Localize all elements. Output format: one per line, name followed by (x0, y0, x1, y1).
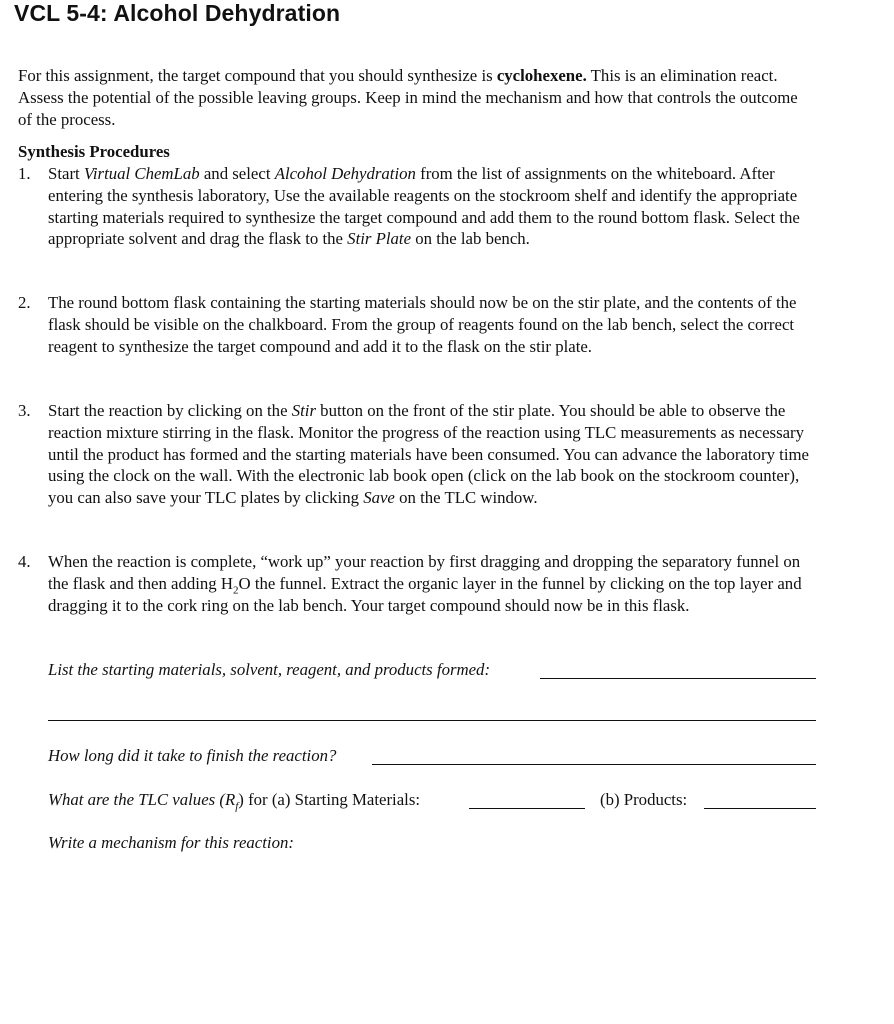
intro-paragraph (18, 65, 808, 131)
intro-text-start: For this assignment, the target compound that you should synthesize is (18, 66, 497, 85)
step-text (48, 163, 818, 250)
time-question (48, 745, 336, 767)
tlc-products-answer-line[interactable] (704, 808, 816, 809)
step-text (48, 400, 818, 509)
stir-button-term: Stir (291, 401, 316, 420)
subscript: 2 (233, 584, 239, 597)
step-text-part: When the reaction is complete, “work up” your reaction by first dragging and dropping the separatory funnel on the flask and then adding H (48, 552, 801, 593)
assignment-name: Alcohol Dehydration (274, 164, 416, 183)
mechanism-question (48, 832, 294, 854)
step-text: The round bottom flask containing the starting materials should now be on the stir plate, and the contents of the flask should be visible on the chalkboard. From the group of reagents found on the lab bench, select the correct reagent to synthesize the target compound and add it to the flask on the stir plate. (48, 293, 797, 356)
save-term: Save (363, 488, 395, 508)
step-number: 1. (18, 164, 31, 183)
step-number: 2. (18, 293, 31, 312)
step-text-part: from the list of assignments on the whiteboard. After entering the synthesis laboratory, Use the available reagents on the stockroom shelf and identify the appropriate starting materials required to synthesize the target compound and add them to the round bottom flask. Select the appropriate solvent and drag the flask to the (48, 164, 800, 249)
materials-question-text: List the starting materials, solvent, reagent, and products formed: (48, 660, 491, 679)
step-text-part: Start the reaction by clicking on the (48, 401, 292, 420)
step-text-part: on the lab bench. (411, 229, 530, 249)
materials-answer-line[interactable] (540, 678, 816, 679)
materials-question (48, 659, 490, 681)
page-title: VCL 5-4: Alcohol Dehydration (14, 0, 341, 26)
time-question-text: How long did it take to finish the reaction? (48, 746, 337, 765)
mechanism-question-text: Write a mechanism for this reaction: (48, 833, 294, 852)
rf-subscript: f (235, 800, 239, 813)
step-text-part: on the TLC window. (394, 488, 538, 508)
step-text (48, 551, 818, 616)
step-text-part: button on the front of the stir plate. You should be able to observe the reaction mixture stirring in the flask. Monitor the progress of the reaction using TLC measurements as necessary until the product has formed and the starting materials have been consumed. You can advance the laboratory time using the clock on the wall. With the electronic lab book open (click on the lab book on the stockroom counter), you can also save your TLC plates by clicking (48, 401, 809, 508)
intro-text-end: This is an elimination react. Assess the potential of the possible leaving groups. Keep in mind the mechanism and how that controls the outcome of the process. (18, 66, 798, 129)
section-heading: Synthesis Procedures (18, 142, 170, 161)
tlc-starting-answer-line[interactable] (469, 808, 585, 809)
target-compound: cyclohexene. (496, 66, 587, 85)
stir-plate-term: Stir Plate (347, 229, 412, 249)
step-text-part: Start (48, 164, 84, 183)
materials-answer-line-2[interactable] (48, 720, 816, 721)
time-answer-line[interactable] (372, 764, 816, 765)
software-name: Virtual ChemLab (83, 164, 200, 183)
tlc-starting-label: for (a) Starting Materials: (243, 790, 421, 809)
tlc-paren: ) (238, 790, 244, 809)
step-text-part: O the funnel. Extract the organic layer in the funnel by clicking on the top layer and dragging it to the cork ring on the lab bench. Your target compound should now be in this flask. (48, 573, 802, 615)
step-text-part: and select (199, 164, 275, 183)
tlc-question (48, 789, 420, 811)
step-number: 3. (18, 401, 31, 420)
step-number: 4. (18, 552, 31, 571)
tlc-products-label: (b) Products: (600, 790, 688, 809)
tlc-question-text: What are the TLC values (R (48, 790, 236, 809)
